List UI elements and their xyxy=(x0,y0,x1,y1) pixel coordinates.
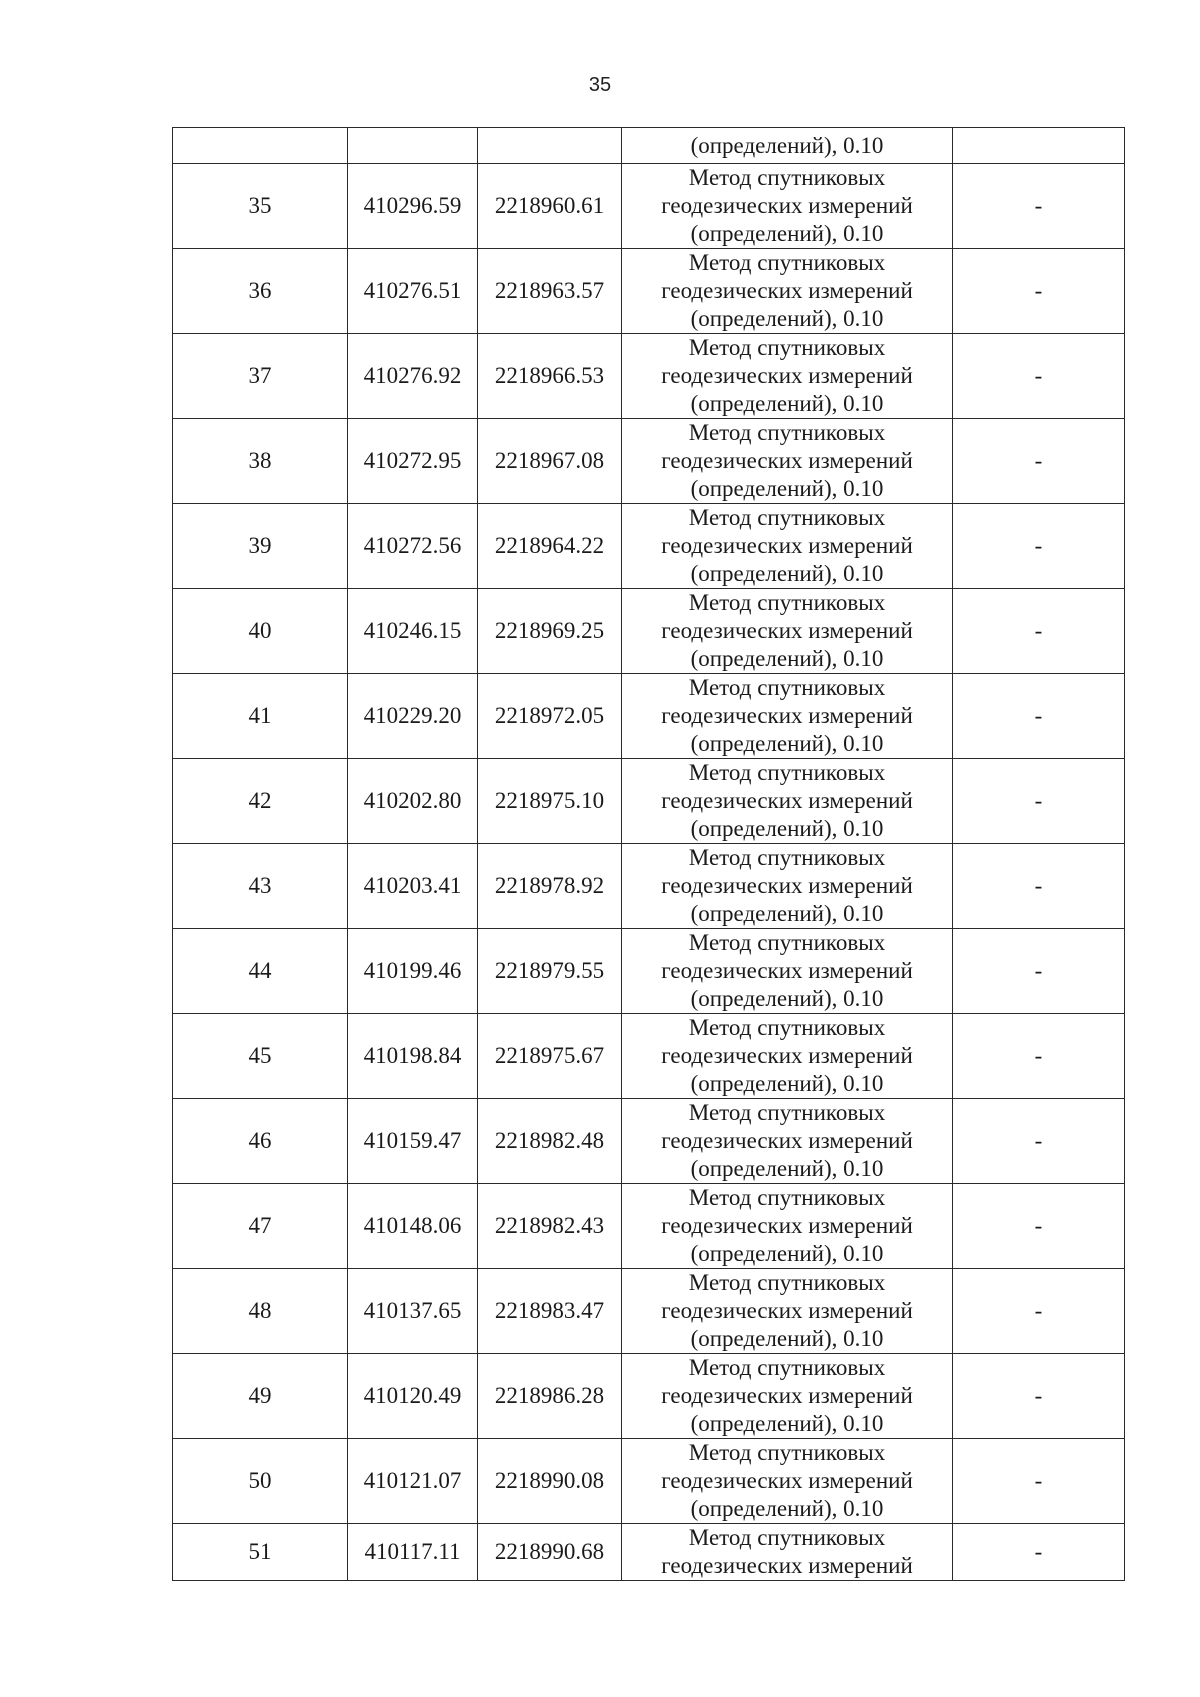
cell-point: 44 xyxy=(173,929,348,1014)
cell-point: 45 xyxy=(173,1014,348,1099)
method-line: (определений), 0.10 xyxy=(690,646,884,671)
method-line: геодезических измерений xyxy=(661,873,913,898)
cell-x: 410272.95 xyxy=(348,419,478,504)
method-line: (определений), 0.10 xyxy=(690,731,884,756)
cell-x: 410246.15 xyxy=(348,589,478,674)
cell-method xyxy=(622,504,953,589)
method-line: Метод спутниковых xyxy=(688,335,886,360)
cell-x: 410121.07 xyxy=(348,1439,478,1524)
method-line: Метод спутниковых xyxy=(688,675,886,700)
method-line: (определений), 0.10 xyxy=(690,1241,884,1266)
cell-x: 410120.49 xyxy=(348,1354,478,1439)
cell-method xyxy=(622,1269,953,1354)
cell-point: 47 xyxy=(173,1184,348,1269)
table-row xyxy=(173,1269,1125,1354)
table-row xyxy=(173,929,1125,1014)
cell-point: 35 xyxy=(173,164,348,249)
method-line: (определений), 0.10 xyxy=(690,986,884,1011)
cell-x: 410159.47 xyxy=(348,1099,478,1184)
method-line: геодезических измерений xyxy=(661,448,913,473)
table-row xyxy=(173,844,1125,929)
table-row xyxy=(173,419,1125,504)
method-line: геодезических измерений xyxy=(661,1553,913,1578)
cell-y xyxy=(478,128,622,164)
cell-method xyxy=(622,1099,953,1184)
cell-note: - xyxy=(953,1439,1125,1524)
method-line: геодезических измерений xyxy=(661,533,913,558)
cell-method xyxy=(622,589,953,674)
method-line: (определений), 0.10 xyxy=(690,476,884,501)
table-row xyxy=(173,759,1125,844)
method-line: Метод спутниковых xyxy=(688,1015,886,1040)
cell-note: - xyxy=(953,844,1125,929)
cell-y: 2218990.08 xyxy=(478,1439,622,1524)
coordinates-table-body xyxy=(173,128,1125,1581)
cell-y: 2218960.61 xyxy=(478,164,622,249)
cell-note: - xyxy=(953,1184,1125,1269)
table-row xyxy=(173,1354,1125,1439)
method-line: геодезических измерений xyxy=(661,278,913,303)
cell-x: 410202.80 xyxy=(348,759,478,844)
cell-point: 37 xyxy=(173,334,348,419)
method-line: Метод спутниковых xyxy=(688,760,886,785)
cell-note: - xyxy=(953,1269,1125,1354)
cell-y: 2218990.68 xyxy=(478,1524,622,1581)
method-line: (определений), 0.10 xyxy=(690,391,884,416)
table-row xyxy=(173,504,1125,589)
method-line: Метод спутниковых xyxy=(688,1100,886,1125)
cell-method xyxy=(622,1014,953,1099)
cell-method xyxy=(622,844,953,929)
method-line: Метод спутниковых xyxy=(688,590,886,615)
cell-method: (определений), 0.10 xyxy=(622,128,953,164)
method-line: (определений), 0.10 xyxy=(690,1496,884,1521)
table-row xyxy=(173,164,1125,249)
cell-point: 40 xyxy=(173,589,348,674)
method-line: геодезических измерений xyxy=(661,1213,913,1238)
table-row xyxy=(173,1439,1125,1524)
method-line: Метод спутниковых xyxy=(688,1355,886,1380)
method-line: геодезических измерений xyxy=(661,1128,913,1153)
cell-y: 2218966.53 xyxy=(478,334,622,419)
cell-y: 2218978.92 xyxy=(478,844,622,929)
method-line: (определений), 0.10 xyxy=(690,1411,884,1436)
method-line: геодезических измерений xyxy=(661,788,913,813)
cell-point: 41 xyxy=(173,674,348,759)
method-line: Метод спутниковых xyxy=(688,165,886,190)
page-number: 35 xyxy=(588,74,612,96)
cell-note: - xyxy=(953,249,1125,334)
table-row xyxy=(173,334,1125,419)
cell-point: 39 xyxy=(173,504,348,589)
cell-note: - xyxy=(953,674,1125,759)
table-row xyxy=(173,1184,1125,1269)
cell-x: 410276.92 xyxy=(348,334,478,419)
cell-y: 2218982.48 xyxy=(478,1099,622,1184)
cell-method xyxy=(622,334,953,419)
cell-note: - xyxy=(953,759,1125,844)
cell-note: - xyxy=(953,1014,1125,1099)
method-line: геодезических измерений xyxy=(661,958,913,983)
cell-note xyxy=(953,128,1125,164)
cell-method xyxy=(622,419,953,504)
method-line: геодезических измерений xyxy=(661,363,913,388)
cell-method xyxy=(622,674,953,759)
cell-x xyxy=(348,128,478,164)
table-row xyxy=(173,1099,1125,1184)
method-line: (определений), 0.10 xyxy=(690,1156,884,1181)
method-line: Метод спутниковых xyxy=(688,1525,886,1550)
cell-note: - xyxy=(953,419,1125,504)
method-line: (определений), 0.10 xyxy=(690,561,884,586)
method-line: геодезических измерений xyxy=(661,1043,913,1068)
cell-y: 2218982.43 xyxy=(478,1184,622,1269)
cell-x: 410229.20 xyxy=(348,674,478,759)
cell-note: - xyxy=(953,589,1125,674)
cell-x: 410148.06 xyxy=(348,1184,478,1269)
table-row xyxy=(173,1014,1125,1099)
cell-x: 410198.84 xyxy=(348,1014,478,1099)
cell-method xyxy=(622,1524,953,1581)
cell-note: - xyxy=(953,1524,1125,1581)
method-line: геодезических измерений xyxy=(661,1298,913,1323)
table-row xyxy=(173,589,1125,674)
cell-note: - xyxy=(953,334,1125,419)
table-row-last xyxy=(173,1524,1125,1581)
method-line: Метод спутниковых xyxy=(688,505,886,530)
cell-method xyxy=(622,249,953,334)
cell-y: 2218964.22 xyxy=(478,504,622,589)
cell-note: - xyxy=(953,164,1125,249)
cell-method xyxy=(622,164,953,249)
method-line: (определений), 0.10 xyxy=(690,1071,884,1096)
table-row-continuation xyxy=(173,128,1125,164)
method-line: геодезических измерений xyxy=(661,1468,913,1493)
cell-y: 2218967.08 xyxy=(478,419,622,504)
cell-point: 43 xyxy=(173,844,348,929)
cell-point xyxy=(173,128,348,164)
table-row xyxy=(173,674,1125,759)
cell-method xyxy=(622,1439,953,1524)
cell-x: 410276.51 xyxy=(348,249,478,334)
method-line: геодезических измерений xyxy=(661,193,913,218)
cell-method xyxy=(622,929,953,1014)
cell-x: 410199.46 xyxy=(348,929,478,1014)
method-line: геодезических измерений xyxy=(661,703,913,728)
cell-method xyxy=(622,759,953,844)
coordinates-table xyxy=(172,127,1125,1581)
method-line: (определений), 0.10 xyxy=(690,306,884,331)
cell-point: 46 xyxy=(173,1099,348,1184)
method-line: (определений), 0.10 xyxy=(690,221,884,246)
method-line: Метод спутниковых xyxy=(688,1440,886,1465)
cell-x: 410137.65 xyxy=(348,1269,478,1354)
cell-y: 2218972.05 xyxy=(478,674,622,759)
method-line: Метод спутниковых xyxy=(688,845,886,870)
cell-point: 51 xyxy=(173,1524,348,1581)
cell-x: 410117.11 xyxy=(348,1524,478,1581)
method-line: Метод спутниковых xyxy=(688,1270,886,1295)
method-line: Метод спутниковых xyxy=(688,930,886,955)
method-line: (определений), 0.10 xyxy=(690,1326,884,1351)
cell-note: - xyxy=(953,1099,1125,1184)
cell-y: 2218975.10 xyxy=(478,759,622,844)
cell-x: 410272.56 xyxy=(348,504,478,589)
cell-y: 2218969.25 xyxy=(478,589,622,674)
cell-method xyxy=(622,1184,953,1269)
cell-point: 50 xyxy=(173,1439,348,1524)
cell-method xyxy=(622,1354,953,1439)
cell-y: 2218979.55 xyxy=(478,929,622,1014)
method-line: Метод спутниковых xyxy=(688,1185,886,1210)
cell-x: 410296.59 xyxy=(348,164,478,249)
cell-y: 2218963.57 xyxy=(478,249,622,334)
cell-point: 36 xyxy=(173,249,348,334)
method-line: геодезических измерений xyxy=(661,1383,913,1408)
cell-x: 410203.41 xyxy=(348,844,478,929)
method-line: (определений), 0.10 xyxy=(690,816,884,841)
cell-y: 2218986.28 xyxy=(478,1354,622,1439)
cell-note: - xyxy=(953,929,1125,1014)
method-line: (определений), 0.10 xyxy=(690,901,884,926)
cell-y: 2218975.67 xyxy=(478,1014,622,1099)
cell-note: - xyxy=(953,504,1125,589)
method-line: Метод спутниковых xyxy=(688,250,886,275)
method-line: геодезических измерений xyxy=(661,618,913,643)
cell-point: 49 xyxy=(173,1354,348,1439)
cell-point: 38 xyxy=(173,419,348,504)
method-line: Метод спутниковых xyxy=(688,420,886,445)
cell-note: - xyxy=(953,1354,1125,1439)
table-row xyxy=(173,249,1125,334)
cell-point: 42 xyxy=(173,759,348,844)
cell-y: 2218983.47 xyxy=(478,1269,622,1354)
cell-point: 48 xyxy=(173,1269,348,1354)
